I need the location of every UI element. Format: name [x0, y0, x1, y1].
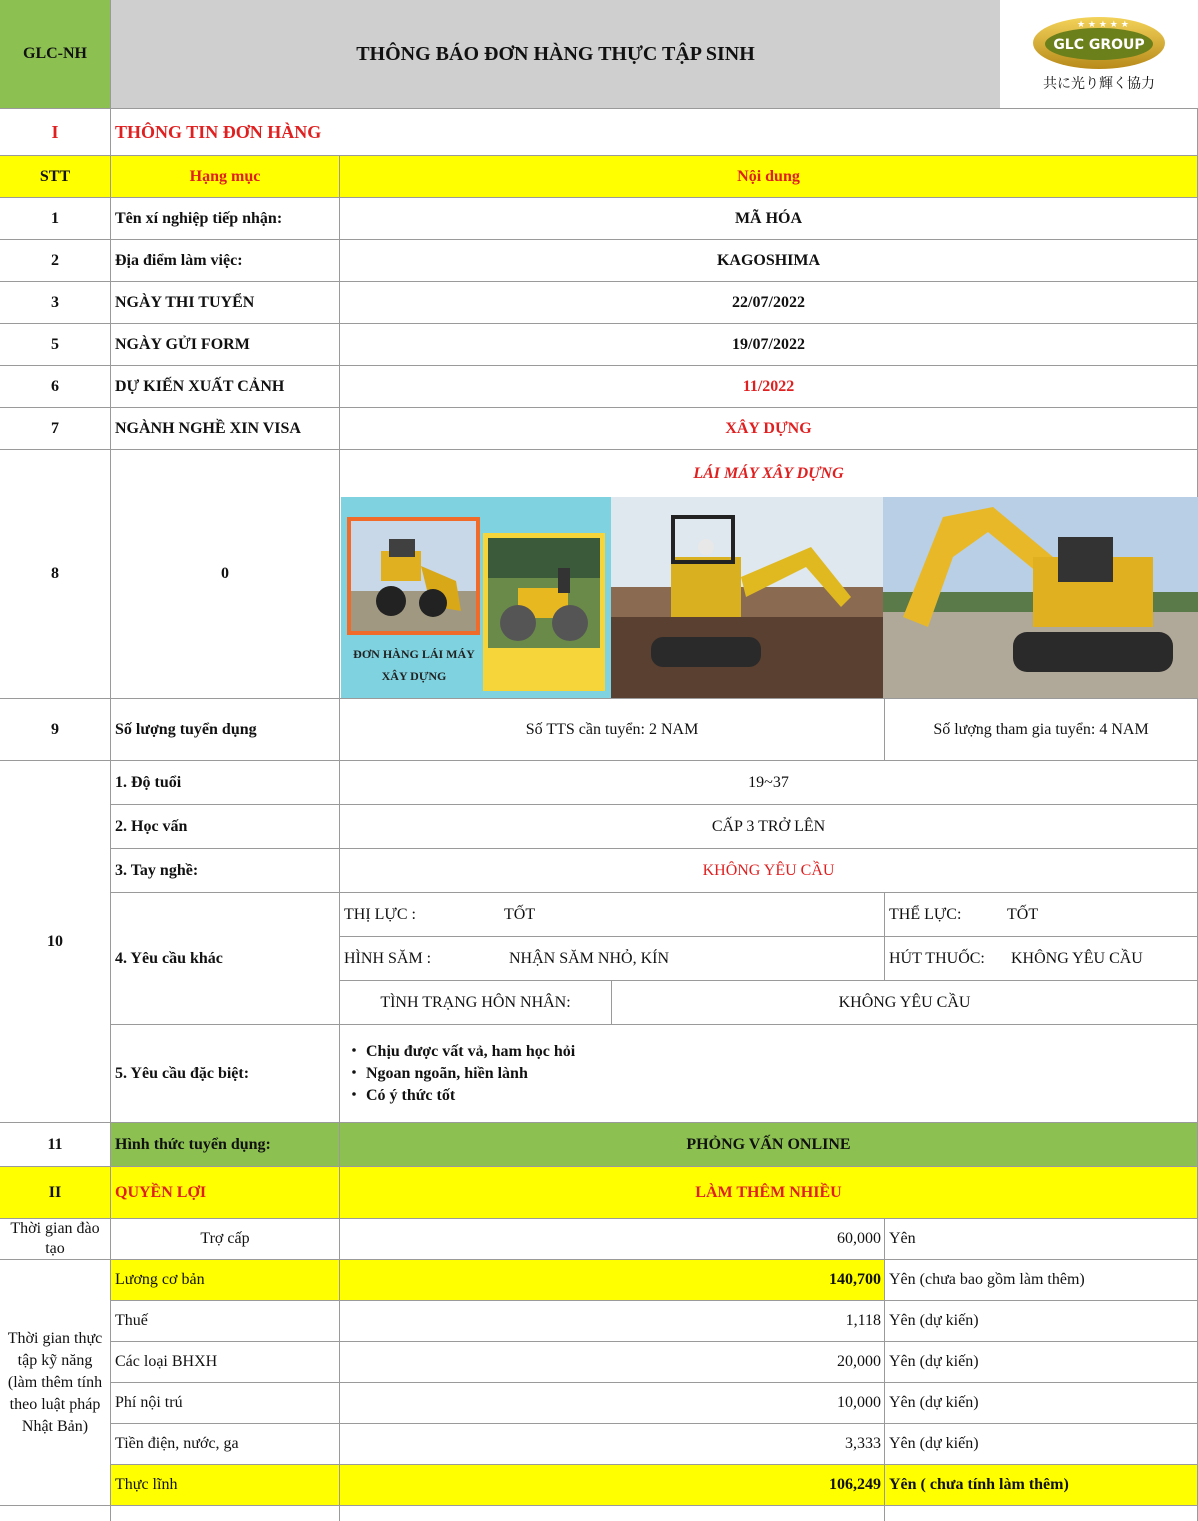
section-2-title: QUYỀN LỢI — [111, 1167, 340, 1219]
glc-logo-icon — [1029, 15, 1169, 71]
net-pay-amount: 106,249 — [340, 1465, 885, 1506]
age-value: 19~37 — [340, 761, 1198, 805]
empty-cell — [340, 1506, 885, 1521]
row-label-form-date: NGÀY GỬI FORM — [111, 324, 340, 366]
col-header-stt: STT — [0, 156, 111, 198]
smoking-label: HÚT THUỐC: — [889, 949, 985, 967]
row-label-visa-field: NGÀNH NGHỀ XIN VISA — [111, 408, 340, 450]
recruit-join: Số lượng tham gia tuyển: 4 NAM — [885, 699, 1198, 761]
training-allowance-amount: 60,000 — [340, 1219, 885, 1260]
tattoo-value: NHẬN SĂM NHỎ, KÍN — [509, 949, 669, 967]
job-title: LÁI MÁY XÂY DỰNG — [340, 450, 1198, 497]
training-allowance-unit: Yên — [885, 1219, 1198, 1260]
row-stt: 5 — [0, 324, 111, 366]
doc-code: GLC-NH — [0, 0, 111, 109]
dorm-fee-label: Phí nội trú — [111, 1383, 340, 1424]
vision-label: THỊ LỰC : — [344, 905, 416, 923]
marital-label: TÌNH TRẠNG HÔN NHÂN: — [340, 981, 612, 1025]
section-1-title: THÔNG TIN ĐƠN HÀNG — [111, 109, 1198, 156]
poster-image — [341, 497, 611, 698]
insurance-amount: 20,000 — [340, 1342, 885, 1383]
list-item: ・ Chịu được vất vả, ham học hỏi — [346, 1042, 576, 1060]
practice-period: Thời gian thực tập kỹ năng (làm thêm tính theo luật pháp Nhật Bản) — [0, 1260, 111, 1506]
utilities-amount: 3,333 — [340, 1424, 885, 1465]
tax-unit: Yên (dự kiến) — [885, 1301, 1198, 1342]
row-stt: 2 — [0, 240, 111, 282]
poster-caption-2: XÂY DỰNG — [381, 669, 447, 683]
col-header-hang-muc: Hạng mục — [111, 156, 340, 198]
row-label-departure: DỰ KIẾN XUẤT CẢNH — [111, 366, 340, 408]
salary-label: Lương cơ bản — [111, 1260, 340, 1301]
row-stt: 6 — [0, 366, 111, 408]
row-label-exam-date: NGÀY THI TUYỂN — [111, 282, 340, 324]
page-title: THÔNG BÁO ĐƠN HÀNG THỰC TẬP SINH — [111, 0, 1000, 109]
row-label-location: Địa điểm làm việc: — [111, 240, 340, 282]
row-stt: 10 — [0, 761, 111, 1123]
wheel-loader-image — [351, 521, 476, 631]
salary-unit: Yên (chưa bao gồm làm thêm) — [885, 1260, 1198, 1301]
fitness-value: TỐT — [1007, 905, 1039, 923]
insurance-label: Các loại BHXH — [111, 1342, 340, 1383]
row-label-company: Tên xí nghiệp tiếp nhận: — [111, 198, 340, 240]
section-2-value: LÀM THÊM NHIỀU — [340, 1167, 1198, 1219]
recruit-method-value: PHỎNG VẤN ONLINE — [340, 1123, 1198, 1167]
row-value-visa-field: XÂY DỰNG — [340, 408, 1198, 450]
special-req-list — [340, 1025, 1198, 1123]
fitness-cell — [885, 893, 1198, 937]
vision-cell — [340, 893, 885, 937]
list-item: ・ Có ý thức tốt — [346, 1086, 456, 1104]
recruit-need: Số TTS cần tuyển: 2 NAM — [340, 699, 885, 761]
empty-cell — [111, 1506, 340, 1521]
row-stt: 11 — [0, 1123, 111, 1167]
vision-value: TỐT — [504, 905, 536, 923]
net-pay-label: Thực lĩnh — [111, 1465, 340, 1506]
logo-slogan: 共に光り輝く協力 — [1043, 76, 1155, 92]
row-value-departure: 11/2022 — [340, 366, 1198, 408]
empty-cell — [885, 1506, 1198, 1521]
skill-value: KHÔNG YÊU CẦU — [340, 849, 1198, 893]
company-logo — [1000, 0, 1198, 109]
row-stt: 1 — [0, 198, 111, 240]
excavator-image — [883, 497, 1198, 698]
row-stt: 8 — [0, 450, 111, 699]
age-label: 1. Độ tuổi — [111, 761, 340, 805]
road-roller-image — [488, 538, 600, 648]
skill-label: 3. Tay nghề: — [111, 849, 340, 893]
svg-text:★ ★ ★ ★ ★: ★ ★ ★ ★ ★ — [1077, 20, 1129, 30]
insurance-unit: Yên (dự kiến) — [885, 1342, 1198, 1383]
special-req-label: 5. Yêu cầu đặc biệt: — [111, 1025, 340, 1123]
education-label: 2. Học vấn — [111, 805, 340, 849]
row8-label: 0 — [111, 450, 340, 699]
section-2-number: II — [0, 1167, 111, 1219]
col-header-noi-dung: Nội dung — [340, 156, 1198, 198]
salary-amount: 140,700 — [340, 1260, 885, 1301]
dorm-fee-unit: Yên (dự kiến) — [885, 1383, 1198, 1424]
smoking-value: KHÔNG YÊU CẦU — [1011, 949, 1143, 967]
training-allowance-label: Trợ cấp — [111, 1219, 340, 1260]
net-pay-unit: Yên ( chưa tính làm thêm) — [885, 1465, 1198, 1506]
row-value-exam-date: 22/07/2022 — [340, 282, 1198, 324]
marital-value: KHÔNG YÊU CẦU — [612, 981, 1198, 1025]
row-value-location: KAGOSHIMA — [340, 240, 1198, 282]
tattoo-cell — [340, 937, 885, 981]
row-value-company: MÃ HÓA — [340, 198, 1198, 240]
row-stt: 3 — [0, 282, 111, 324]
smoking-cell — [885, 937, 1198, 981]
tattoo-label: HÌNH SĂM : — [344, 949, 432, 967]
utilities-label: Tiền điện, nước, ga — [111, 1424, 340, 1465]
tax-amount: 1,118 — [340, 1301, 885, 1342]
education-value: CẤP 3 TRỞ LÊN — [340, 805, 1198, 849]
fitness-label: THỂ LỰC: — [889, 905, 962, 923]
dorm-fee-amount: 10,000 — [340, 1383, 885, 1424]
tax-label: Thuế — [111, 1301, 340, 1342]
list-item: ・ Ngoan ngoãn, hiền lành — [346, 1064, 528, 1082]
row-value-form-date: 19/07/2022 — [340, 324, 1198, 366]
recruit-method-label: Hình thức tuyển dụng: — [111, 1123, 340, 1167]
row-stt: 9 — [0, 699, 111, 761]
training-period: Thời gian đào tạo — [0, 1219, 111, 1260]
row9-label: Số lượng tuyển dụng — [111, 699, 340, 761]
utilities-unit: Yên (dự kiến) — [885, 1424, 1198, 1465]
mini-excavator-image — [611, 497, 883, 698]
section-1-number: I — [0, 109, 111, 156]
svg-text:GLC GROUP: GLC GROUP — [1053, 37, 1145, 53]
poster-caption-1: ĐƠN HÀNG LÁI MÁY — [353, 647, 475, 661]
empty-cell — [0, 1506, 111, 1521]
row-stt: 7 — [0, 408, 111, 450]
other-req-label: 4. Yêu cầu khác — [111, 893, 340, 1025]
